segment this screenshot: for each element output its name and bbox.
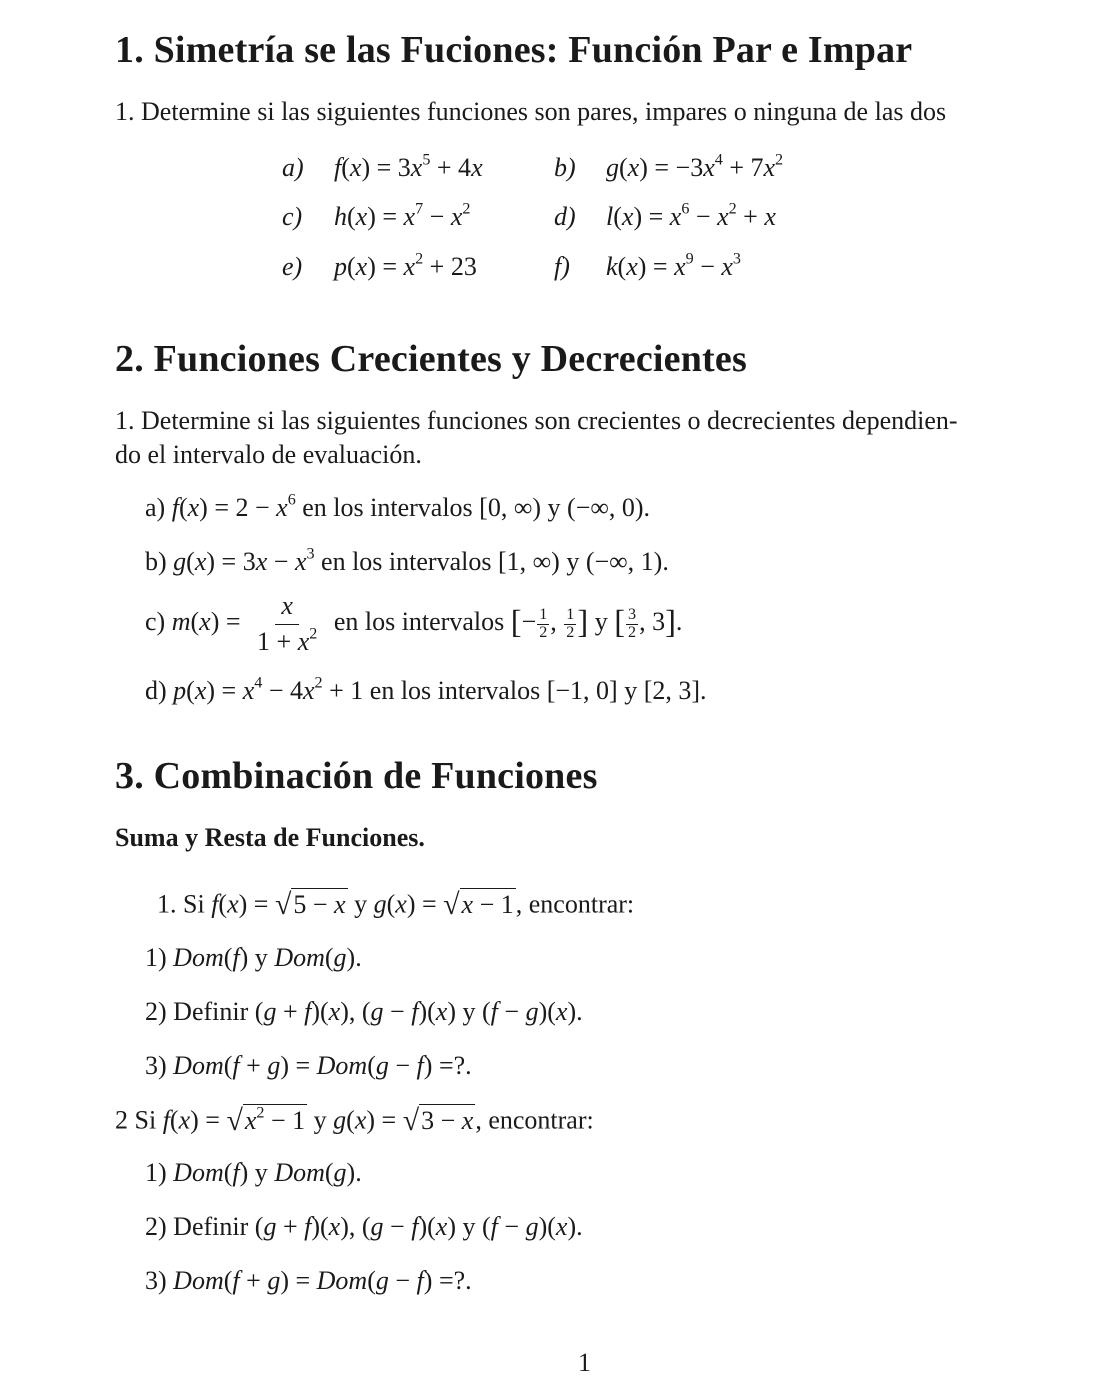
s2-and: y — [624, 676, 638, 705]
section-2-prompt-line2: do el intervalo de evaluación. — [115, 440, 422, 469]
s3-p2-step-3: 3) Dom(f + g) = Dom(g − f) =?. — [145, 1266, 472, 1295]
s2-item-a: a) $f(x) = 2 - x^6$ en los intervalos [0, ∞) y (−∞, 0). — [145, 491, 651, 522]
section-3-subheading: Suma y Resta de Funciones. — [115, 823, 425, 852]
s2-connector: en los intervalos — [302, 493, 473, 522]
sqrt: √5 − x — [274, 888, 346, 921]
s1-item-b — [554, 153, 576, 183]
s2-item-label: c) — [145, 607, 166, 637]
s3-problem-1-intro: 1. Si f(x) = √5 − x y g(x) = √x − 1, encontrar: — [157, 888, 635, 921]
section-2-title: 2. Funciones Crecientes y Decrecientes — [115, 338, 747, 380]
s1-item-d-expr: $l(x) = x^6 - x^2 + x$ — [606, 200, 776, 231]
section-2-prompt-line1: 1. Determine si las siguientes funciones son crecientes o decrecientes dependien- — [115, 406, 958, 435]
s1-item-c — [282, 202, 302, 232]
word-definir: Definir — [173, 1212, 249, 1241]
sqrt: √x − 1 — [443, 888, 514, 921]
s2-connector: en los intervalos — [369, 676, 541, 705]
s1-item-label: c) — [282, 202, 303, 231]
step-label: 1) — [145, 943, 167, 972]
word-encontrar: , encontrar: — [515, 889, 635, 919]
s1-item-label: a) — [282, 153, 304, 182]
s1-item-e-expr: $p(x) = x^2 + 23$ — [334, 250, 477, 281]
page-number: 1 — [578, 1348, 591, 1377]
s1-item-label: f) — [554, 252, 570, 281]
step-label: 2) — [145, 997, 167, 1026]
s1-item-f — [554, 252, 570, 282]
s1-item-label: b) — [554, 153, 576, 182]
step-label: 1) — [145, 1158, 167, 1187]
section-1-prompt: 1. Determine si las siguientes funciones son pares, impares o ninguna de las dos — [115, 97, 947, 126]
s1-item-f-expr: $k(x) = x^9 - x^3$ — [606, 250, 741, 281]
word-si: Si — [183, 889, 205, 919]
s1-item-a-expr: $f(x) = 3x^5 + 4x$ — [334, 151, 483, 182]
word-encontrar: , encontrar: — [475, 1105, 594, 1135]
s3-problem-2-intro: 2 Si $f(x) = √x^2 - 1$ y g(x) = √3 − x, encontrar: — [115, 1103, 594, 1137]
sqrt: $√x^2 - 1$ — [226, 1103, 306, 1137]
s2-connector: en los intervalos — [321, 547, 492, 576]
sqrt: √3 − x — [402, 1104, 474, 1137]
s1-item-b-expr: $g(x) = -3x^4 + 7x^2$ — [606, 151, 784, 182]
s1-item-e — [282, 252, 302, 282]
s3-p2-step-2: 2) Definir (g + f)(x), (g − f)(x) y (f − g)(x). — [145, 1212, 583, 1241]
s1-item-label: e) — [282, 252, 303, 281]
s2-item-c: c) m(x) = $\frac{x}{1 + x^2}$ en los intervalos [− $\frac{1}{2}$ , $\frac{1}{2}$ ] y [ $\frac{3}{2}$ , 3]. — [145, 591, 683, 656]
s1-item-d — [554, 202, 576, 232]
word-definir: Definir — [173, 997, 249, 1026]
s1-item-label: d) — [554, 202, 576, 231]
step-label: 3) — [145, 1266, 167, 1295]
s2-and: y — [566, 547, 580, 576]
s3-p1-step-2: 2) Definir (g + f)(x), (g − f)(x) y (f − g)(x). — [145, 997, 583, 1026]
step-label: 2) — [145, 1212, 167, 1241]
s3-p1-step-3: 3) Dom(f + g) = Dom(g − f) =?. — [145, 1051, 472, 1080]
s2-item-d: d) $p(x) = x^4 - 4x^2 + 1$ en los intervalos [−1, 0] y [2, 3]. — [145, 674, 707, 705]
s1-item-a — [282, 153, 304, 183]
s3-p2-step-1: 1) Dom(f) y Dom(g). — [145, 1158, 362, 1187]
s2-item-label: d) — [145, 676, 167, 705]
word-si: Si — [134, 1105, 157, 1135]
s1-item-c-expr: $h(x) = x^7 - x^2$ — [334, 200, 471, 231]
s2-item-label: b) — [145, 547, 167, 576]
s2-item-label: a) — [145, 493, 166, 522]
s2-and: y — [547, 493, 561, 522]
s2-connector: en los intervalos — [333, 607, 505, 637]
fraction: $\frac{x}{1 + x^2}$ — [257, 591, 318, 656]
step-label: 3) — [145, 1051, 167, 1080]
section-3-title: 3. Combinación de Funciones — [115, 755, 598, 797]
s2-and: y — [594, 607, 608, 637]
section-1-title: 1. Simetría se las Fuciones: Función Par e Impar — [115, 29, 913, 71]
s2-item-b: b) $g(x) = 3x - x^3$ en los intervalos [1, ∞) y (−∞, 1). — [145, 545, 669, 576]
s3-p1-step-1: 1) Dom(f) y Dom(g). — [145, 943, 362, 972]
